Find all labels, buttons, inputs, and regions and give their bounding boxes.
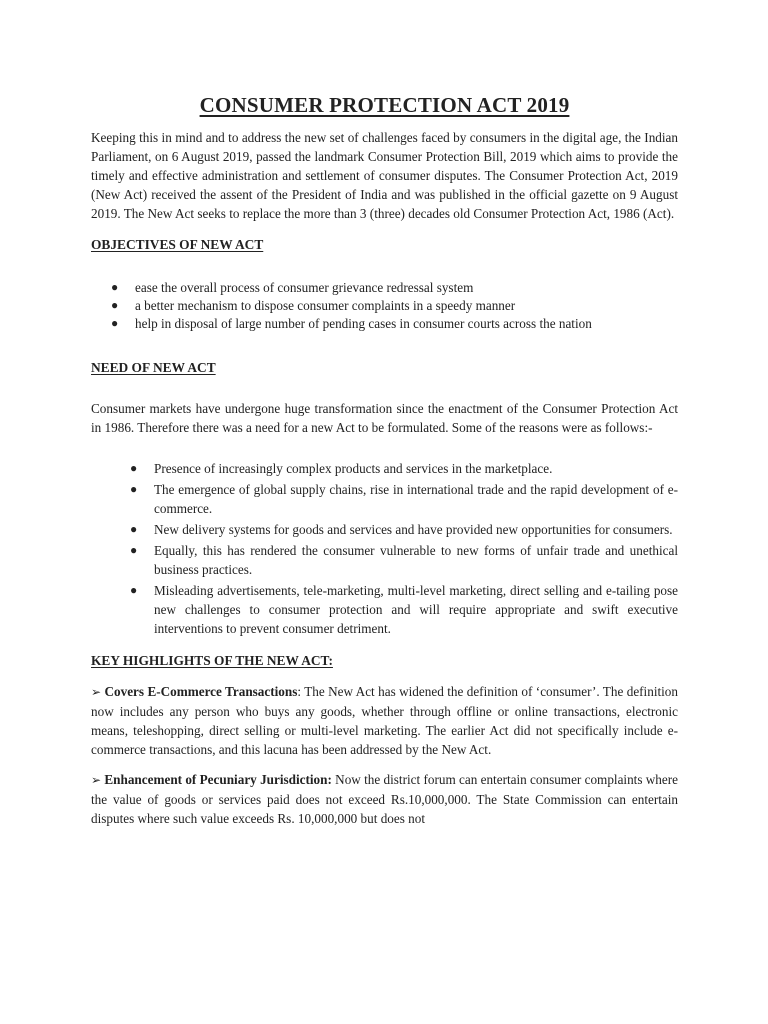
highlight-lead: Covers E-Commerce Transactions <box>104 684 298 699</box>
bullet-icon: ● <box>130 522 138 536</box>
list-item <box>91 314 678 333</box>
highlight-paragraph <box>91 682 678 759</box>
list-item-text: New delivery systems for goods and services and have provided new opportunities for consumers. <box>154 522 673 537</box>
list-item <box>91 278 678 297</box>
bullet-icon: ● <box>111 298 119 312</box>
highlight-text: : The New Act has widened the definition of ‘consumer’. The definition now includes any person who buys any goods, whether through offline or online transactions, electronic means, teleshopping, direct selling or multi-level marketing. The earlier Act did not specifically include e-commerce transactions, and this lacuna has been addressed by the New Act. <box>91 684 678 757</box>
bullet-icon: ● <box>130 461 138 475</box>
highlight-paragraph <box>91 770 678 828</box>
need-heading: NEED OF NEW ACT <box>91 360 216 375</box>
list-item-text: Equally, this has rendered the consumer vulnerable to new forms of unfair trade and unethical business practices. <box>154 543 678 577</box>
list-item-text: help in disposal of large number of pending cases in consumer courts across the nation <box>135 316 592 331</box>
highlight-text: Now the district forum can entertain consumer complaints where the value of goods or services paid does not exceed Rs.10,000,000. The State Commission can entertain disputes where such value exceeds Rs. 10,000,000 but does not <box>91 772 679 826</box>
list-item <box>91 296 678 315</box>
list-item-text: Misleading advertisements, tele-marketing, multi-level marketing, direct selling and e-tailing pose new challenges to consumer protection and will require appropriate and swift executive interventions to prevent consumer detriment. <box>154 583 678 636</box>
arrow-icon: ➢ <box>91 685 102 699</box>
list-item <box>91 480 678 518</box>
bullet-icon: ● <box>111 316 119 330</box>
list-item-text: ease the overall process of consumer grievance redressal system <box>135 280 474 295</box>
highlight-lead: Enhancement of Pecuniary Jurisdiction: <box>104 772 332 787</box>
bullet-icon: ● <box>111 280 119 294</box>
list-item-text: The emergence of global supply chains, rise in international trade and the rapid development of e-commerce. <box>154 482 678 516</box>
list-item-text: a better mechanism to dispose consumer complaints in a speedy manner <box>135 298 516 313</box>
list-item-text: Presence of increasingly complex products and services in the marketplace. <box>154 461 553 476</box>
objectives-list <box>91 278 678 333</box>
need-paragraph: Consumer markets have undergone huge transformation since the enactment of the Consumer Protection Act in 1986. Therefore there was a need for a new Act to be formulated. Some of the reasons were as follows:- <box>91 401 678 435</box>
list-item <box>91 581 678 638</box>
objectives-heading: OBJECTIVES OF NEW ACT <box>91 237 264 252</box>
list-item <box>91 541 678 579</box>
need-list <box>91 459 678 638</box>
bullet-icon: ● <box>130 583 138 597</box>
document-title: CONSUMER PROTECTION ACT 2019 <box>199 93 570 117</box>
bullet-icon: ● <box>130 482 138 496</box>
document-page <box>91 92 678 839</box>
key-highlights-heading: KEY HIGHLIGHTS OF THE NEW ACT: <box>91 653 333 668</box>
intro-paragraph: Keeping this in mind and to address the new set of challenges faced by consumers in the digital age, the Indian Parliament, on 6 August 2019, passed the landmark Consumer Protection Bill, 2019 which aims to provide the timely and effective administration and settlement of consumer disputes. The Consumer Protection Act, 2019 (New Act) received the assent of the President of India and was published in the official gazette on 9 August 2019. The New Act seeks to replace the more than 3 (three) decades old Consumer Protection Act, 1986 (Act). <box>91 130 678 221</box>
bullet-icon: ● <box>130 543 138 557</box>
arrow-icon: ➢ <box>91 773 102 787</box>
list-item <box>91 459 678 478</box>
list-item <box>91 520 678 539</box>
